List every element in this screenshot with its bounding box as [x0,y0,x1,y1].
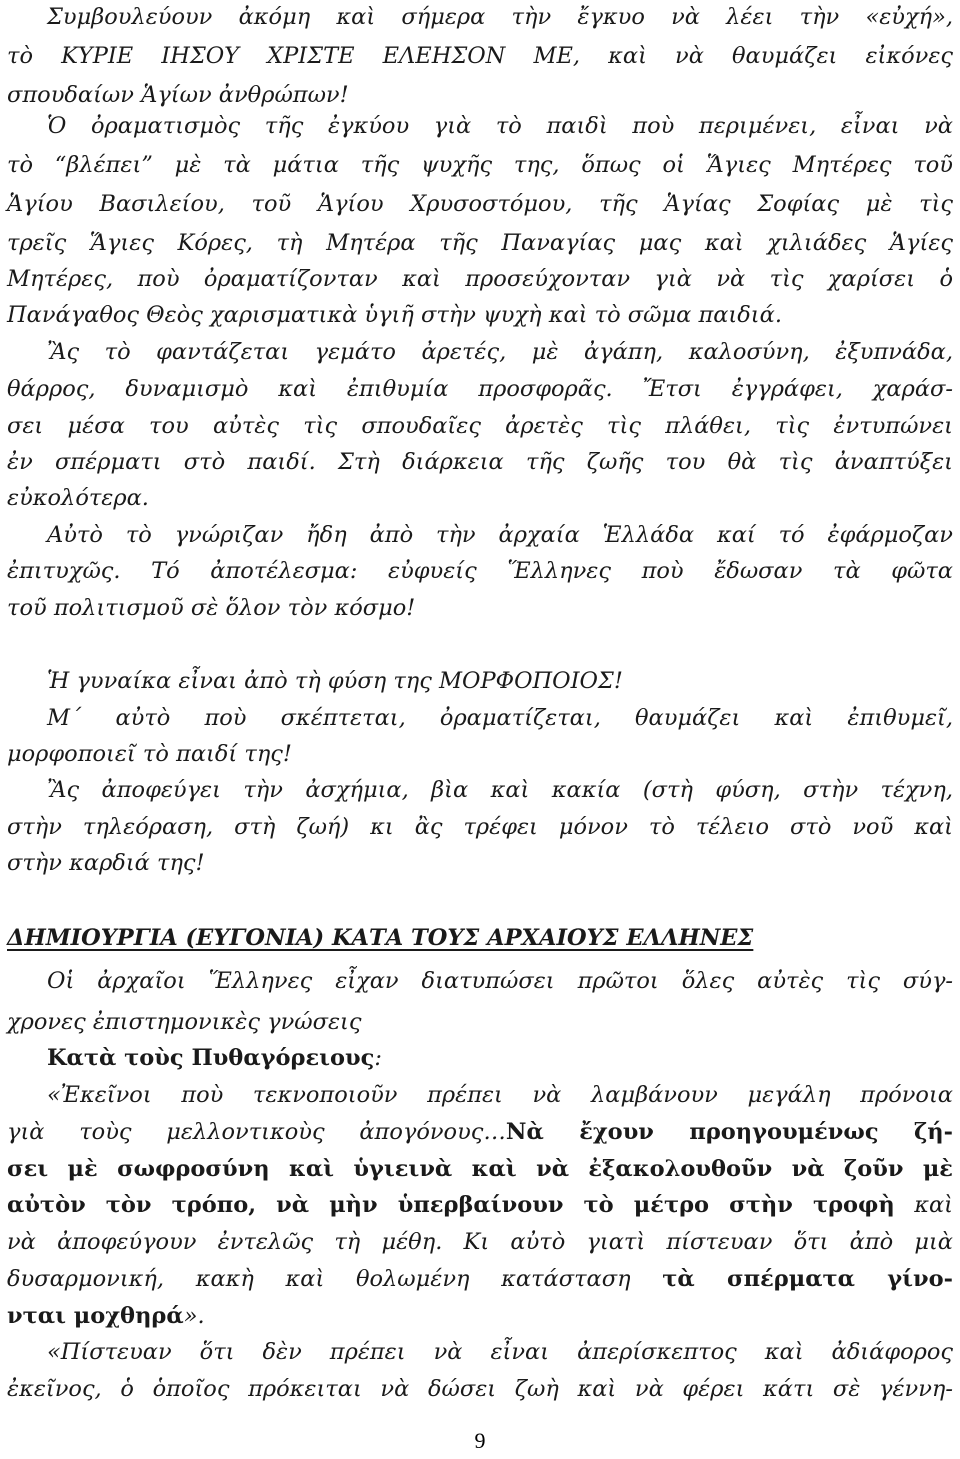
quote-line: «Ἐκεῖνοι ποὺ τεκνοποιοῦν πρέπει νὰ λαμβάνουν μεγάλη πρόνοια [47,1082,953,1108]
paragraph-line: τρεῖς Ἅγιες Κόρες, τὴ Μητέρα τῆς Παναγίας μας καὶ χιλιάδες Ἁγίες [7,230,953,256]
paragraph-line: Μ΄ αὐτὸ ποὺ σκέπτεται, ὀραματίζεται, θαυμάζει καὶ ἐπιθυμεῖ, [47,705,953,731]
paragraph-line: Ὁ ὀραματισμὸς τῆς ἐγκύου γιὰ τὸ παιδὶ ποὺ περιμένει, εἶναι νὰ [47,113,953,139]
paragraph-line: τὸ “βλέπει” μὲ τὰ μάτια τῆς ψυχῆς της, ὅπως οἱ Ἅγιες Μητέρες τοῦ [7,152,953,178]
paragraph-line: τὸ ΚΥΡΙΕ ΙΗΣΟΥ ΧΡΙΣΤΕ ΕΛΕΗΣΟΝ ΜΕ, καὶ νὰ θαυμάζει εἰκόνες [7,43,953,69]
quote-bold-text: τὰ σπέρματα γίνο- [662,1266,953,1292]
pythagorean-label: Κατὰ τοὺς Πυθαγόρειους [47,1045,375,1071]
paragraph-line: Ἂς τὸ φαντάζεται γεμάτο ἀρετές, μὲ ἀγάπη, καλοσύνη, ἐξυπνάδα, [47,339,953,365]
quote-line: ἐκεῖνος, ὁ ὁποῖος πρόκειται νὰ δώσει ζωὴ καὶ νὰ φέρει κάτι σὲ γέννη- [7,1376,953,1402]
paragraph-line: θάρρος, δυναμισμὸ καὶ ἐπιθυμία προσφορᾶς. Ἔτσι ἐγγράφει, χαράσ- [7,376,953,402]
paragraph-line: Ἡ γυναίκα εἶναι ἀπὸ τὴ φύση της ΜΟΡΦΟΠΟΙΟΣ! [47,668,623,694]
paragraph-line: μορφοποιεῖ τὸ παιδί της! [7,741,292,767]
paragraph-line: χρονες ἐπιστημονικὲς γνώσεις [7,1009,362,1035]
quote-bold-text: Νὰ ἔχουν προηγουμένως ζή- [505,1119,953,1145]
quote-text: δυσαρμονική, κακὴ καὶ θολωμένη κατάσταση [7,1266,663,1292]
paragraph-line: σπουδαίων Ἁγίων ἀνθρώπων! [7,82,349,108]
paragraph-line: τοῦ πολιτισμοῦ σὲ ὅλον τὸν κόσμο! [7,595,416,621]
paragraph-line: στὴν καρδιά της! [7,850,205,876]
paragraph-line: Πανάγαθος Θεὸς χαρισματικὰ ὑγιῆ στὴν ψυχὴ καὶ τὸ σῶμα παιδιά. [7,302,782,328]
quote-text: καὶ [894,1192,953,1218]
quote-text: γιὰ τοὺς μελλοντικοὺς ἀπογόνους… [7,1119,506,1145]
paragraph-line: στὴν τηλεόραση, στὴ ζωή) κι ἂς τρέφει μόνον τὸ τέλειο στὸ νοῦ καὶ [7,814,953,840]
quote-bold-line: σει μὲ σωφροσύνη καὶ ὑγιεινὰ καὶ νὰ ἐξακολουθοῦν νὰ ζοῦν μὲ [7,1156,953,1182]
quote-bold-text: αὐτὸν τὸν τρόπο, νὰ μὴν ὑπερβαίνουν τὸ μέτρο στὴν τροφὴ [7,1192,895,1218]
paragraph-line: Οἱ ἀρχαῖοι Ἕλληνες εἶχαν διατυπώσει πρῶτοι ὅλες αὐτὲς τὶς σύγ- [47,968,953,994]
paragraph-line: Ἁγίου Βασιλείου, τοῦ Ἁγίου Χρυσοστόμου, τῆς Ἁγίας Σοφίας μὲ τὶς [7,191,953,217]
quote-bold-text: νται μοχθηρά [7,1303,184,1329]
quote-text: ». [183,1303,205,1329]
quote-line [7,1301,205,1331]
paragraph-line: Ἂς ἀποφεύγει τὴν ἀσχήμια, βὶα καὶ κακία (στὴ φύση, στὴν τέχνη, [47,777,953,803]
quote-line [7,1117,953,1147]
quote-line: «Πίστευαν ὅτι δὲν πρέπει νὰ εἶναι ἀπερίσκεπτος καὶ ἀδιάφορος [47,1339,953,1365]
pythagorean-label-line [47,1043,382,1073]
paragraph-line: ἐπιτυχῶς. Τό ἀποτέλεσμα: εὐφυείς Ἕλληνες ποὺ ἔδωσαν τὰ φῶτα [7,558,953,584]
quote-line: νὰ ἀποφεύγουν ἐντελῶς τὴ μέθη. Κι αὐτὸ γιατὶ πίστευαν ὅτι ἀπὸ μιὰ [7,1229,953,1255]
paragraph-line: ἐν σπέρματι στὸ παιδί. Στὴ διάρκεια τῆς ζωῆς του θὰ τὶς ἀναπτύξει [7,449,953,475]
paragraph-line: Μητέρες, ποὺ ὀραματίζονταν καὶ προσεύχονταν γιὰ νὰ τὶς χαρίσει ὁ [7,266,953,292]
paragraph-line: Συμβουλεύουν ἀκόμη καὶ σήμερα τὴν ἔγκυο νὰ λέει τὴν «εὐχή», [47,4,953,30]
quote-line [7,1190,953,1220]
label-colon: : [374,1045,382,1071]
quote-line [7,1264,953,1294]
document-page [7,0,955,1459]
paragraph-line: Αὐτὸ τὸ γνώριζαν ἤδη ἀπὸ τὴν ἀρχαία Ἑλλάδα καί τό ἐφάρμοζαν [47,522,953,548]
section-heading: ΔΗΜΙΟΥΡΓΙΑ (ΕΥΓΟΝΙΑ) ΚΑΤΑ ΤΟΥΣ ΑΡΧΑΙΟΥΣ ΕΛΛΗΝΕΣ [7,925,754,951]
paragraph-line: εὐκολότερα. [7,485,149,511]
paragraph-line: σει μέσα του αὐτὲς τὶς σπουδαῖες ἀρετὲς τὶς πλάθει, τὶς ἐντυπώνει [7,413,953,439]
page-number: 9 [474,1428,486,1453]
